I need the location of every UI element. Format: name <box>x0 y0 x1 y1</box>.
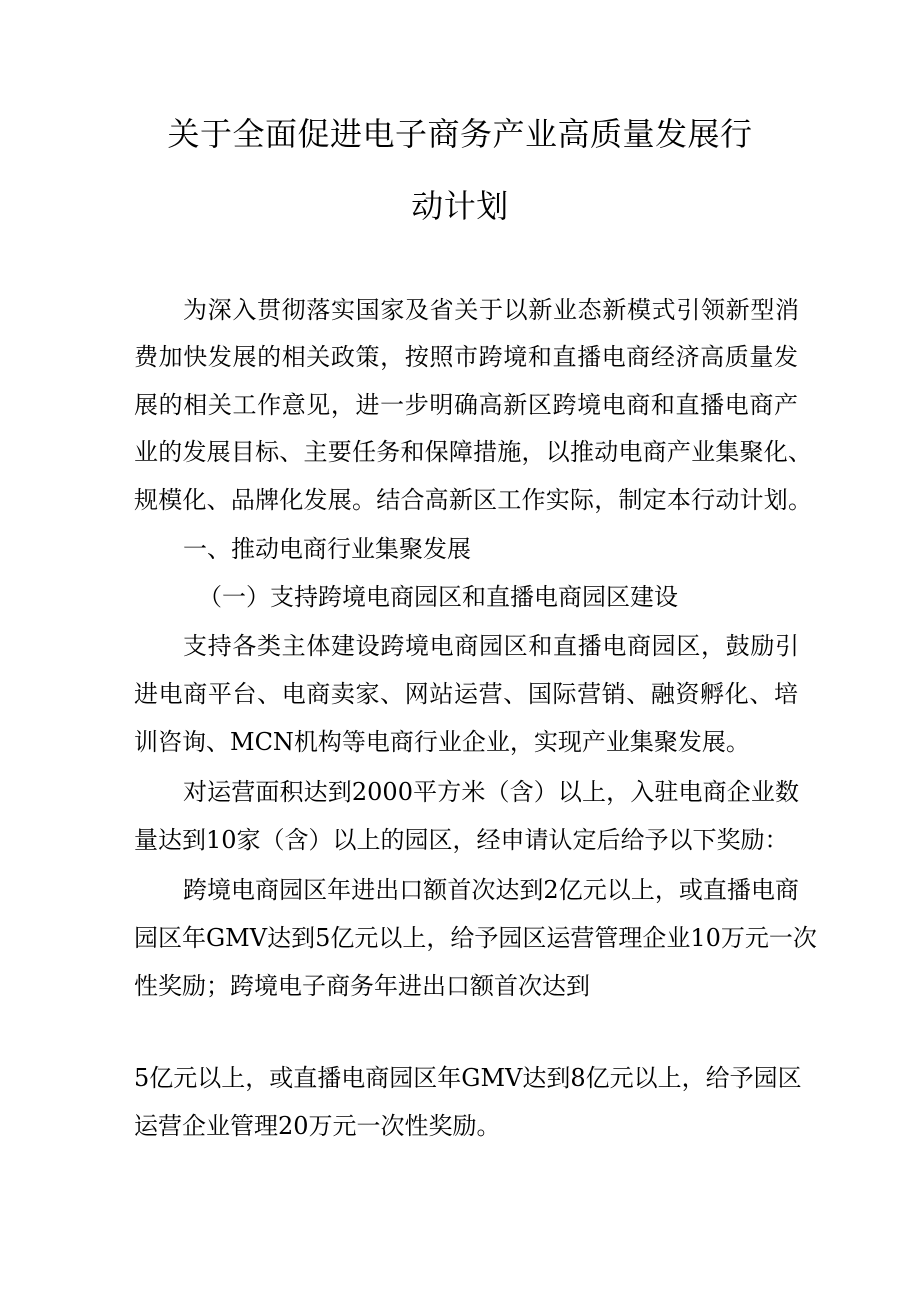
subsection-heading: （一）支持跨境电商园区和直播电商园区建设 <box>198 583 678 611</box>
paragraph-line: 量达到10家（含）以上的园区，经申请认定后给予以下奖励： <box>134 826 789 854</box>
paragraph-line: 展的相关工作意见，进一步明确高新区跨境电商和直播电商产 <box>134 391 798 419</box>
document-title-line-1: 关于全面促进电子商务产业高质量发展行 <box>167 115 753 153</box>
paragraph-line: 训咨询、MCN机构等电商行业企业，实现产业集聚发展。 <box>134 728 750 756</box>
paragraph-line: 支持各类主体建设跨境电商园区和直播电商园区，鼓励引 <box>183 632 799 660</box>
paragraph-line: 5亿元以上，或直播电商园区年GMV达到8亿元以上，给予园区 <box>134 1064 802 1092</box>
paragraph-line: 规模化、品牌化发展。结合高新区工作实际，制定本行动计划。 <box>134 486 812 514</box>
document-title-line-2: 动计划 <box>411 187 509 225</box>
paragraph-line: 对运营面积达到2000平方米（含）以上，入驻电商企业数 <box>183 778 799 806</box>
paragraph-line: 园区年GMV达到5亿元以上，给予园区运营管理企业10万元一次 <box>134 924 817 952</box>
paragraph-line: 进电商平台、电商卖家、网站运营、国际营销、融资孵化、培 <box>134 680 798 708</box>
paragraph-line: 为深入贯彻落实国家及省关于以新业态新模式引领新型消 <box>183 296 799 324</box>
paragraph-line: 费加快发展的相关政策，按照市跨境和直播电商经济高质量发 <box>134 343 798 371</box>
paragraph-line: 运营企业管理20万元一次性奖励。 <box>134 1112 501 1140</box>
section-heading: 一、推动电商行业集聚发展 <box>183 535 471 563</box>
paragraph-line: 跨境电商园区年进出口额首次达到2亿元以上，或直播电商 <box>183 876 799 904</box>
paragraph-line: 业的发展目标、主要任务和保障措施，以推动电商产业集聚化、 <box>134 438 812 466</box>
paragraph-line: 性奖励；跨境电子商务年进出口额首次达到 <box>134 972 590 1000</box>
